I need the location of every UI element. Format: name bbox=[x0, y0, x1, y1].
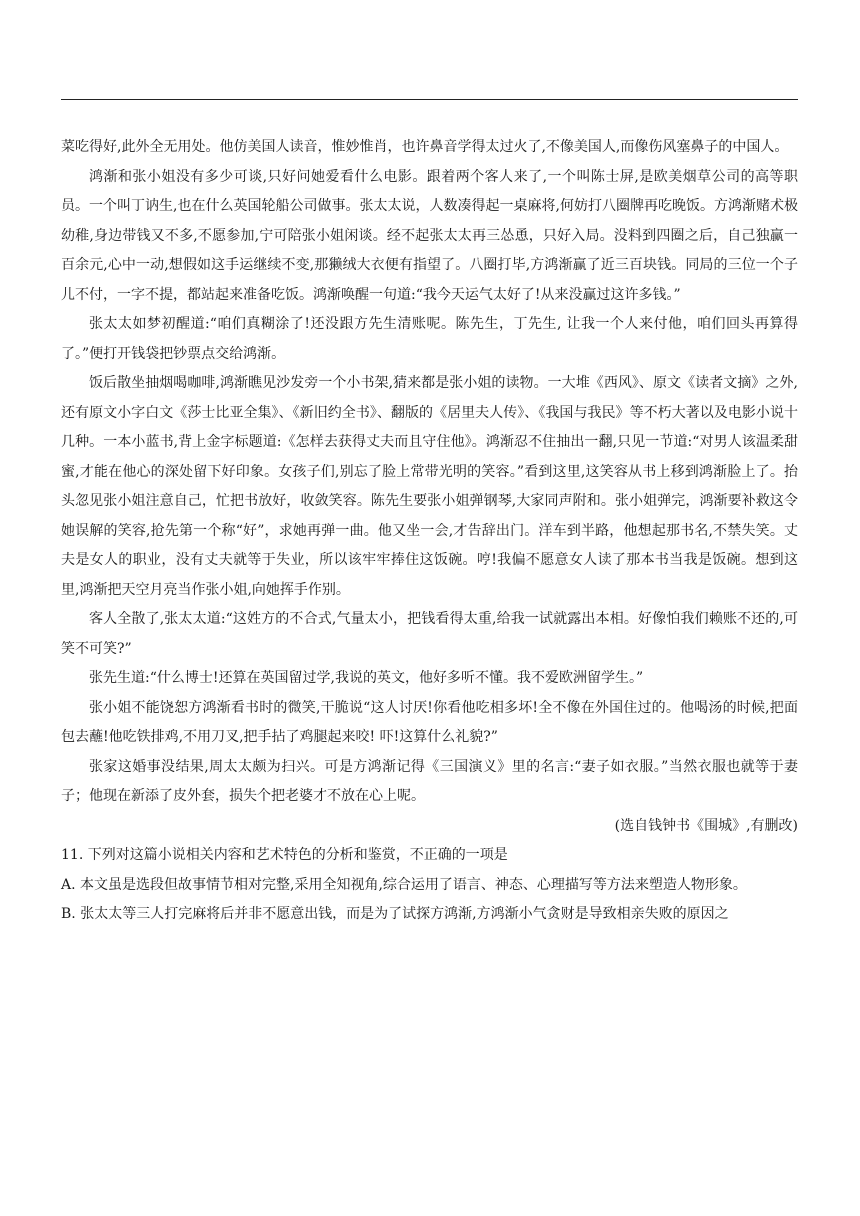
paragraph-1: 菜吃得好,此外全无用处。他仿美国人读音，惟妙惟肖，也许鼻音学得太过火了,不像美国人,而像伤风塞鼻子的中国人。 bbox=[61, 139, 789, 155]
paragraph-7: 张小姐不能饶恕方鸿渐看书时的微笑,干脆说“这人讨厌!你看他吃相多坏!全不像在外国住过的。他喝汤的时候,把面包去蘸!他吃铁排鸡,不用刀叉,把手拈了鸡腿起来咬! 吓!这算什么礼貌?” bbox=[61, 699, 798, 745]
question-option-a: A. 本文虽是选段但故事情节相对完整,采用全知视角,综合运用了语言、神态、心理描写等方法来塑造人物形象。 bbox=[61, 876, 747, 893]
question-stem: 11. 下列对这篇小说相关内容和艺术特色的分析和鉴赏，不正确的一项是 bbox=[61, 847, 508, 863]
article-body bbox=[61, 133, 798, 930]
paragraph-8: 张家这婚事没结果,周太太颇为扫兴。可是方鸿渐记得《三国演义》里的名言:“妻子如衣服。”当然衣服也就等于妻子；他现在新添了皮外套，损失个把老婆才不放在心上呢。 bbox=[61, 758, 798, 804]
question-option-b: B. 张太太等三人打完麻将后并非不愿意出钱，而是为了试探方鸿渐,方鸿渐小气贪财是导致相亲失败的原因之 bbox=[61, 906, 729, 922]
header-rule bbox=[61, 99, 798, 100]
paragraph-5: 客人全散了,张太太道:“这姓方的不合式,气量太小，把钱看得太重,给我一试就露出本相。好像怕我们赖账不还的,可笑不可笑?” bbox=[61, 611, 799, 657]
paragraph-6: 张先生道:“什么博士!还算在英国留过学,我说的英文，他好多听不懂。我不爱欧洲留学生。” bbox=[89, 670, 644, 686]
paragraph-4: 饭后散坐抽烟喝咖啡,鸿渐瞧见沙发旁一个小书架,猜来都是张小姐的读物。一大堆《西风》、原文《读者文摘》之外,还有原文小字白文《莎士比亚全集》、《新旧约全书》、翻版的《居里夫人传》、《我国与我民》等不朽大著以及电影小说十几种。一本小蓝书,背上金字标题道:《怎样去获得丈夫而且守住他》。鸿渐忍不住抽出一翻,只见一节道:“对男人该温柔甜蜜,才能在他心的深处留下好印象。女孩子们,别忘了脸上常带光明的笑容。”看到这里,这笑容从书上移到鸿渐脸上了。抬头忽见张小姐注意自己，忙把书放好，收敛笑容。陈先生要张小姐弹钢琴,大家同声附和。张小姐弹完，鸿渐要补救这令她误解的笑容,抢先第一个称“好”，求她再弹一曲。他又坐一会,才告辞出门。洋车到半路，他想起那书名,不禁失笑。丈夫是女人的职业，没有丈夫就等于失业，所以该牢牢捧住这饭碗。哼!我偏不愿意女人读了那本书当我是饭碗。想到这里,鸿渐把天空月亮当作张小姐,向她挥手作别。 bbox=[61, 375, 798, 598]
paragraph-2: 鸿渐和张小姐没有多少可谈,只好问她爱看什么电影。跟着两个客人来了,一个叫陈士屏,是欧美烟草公司的高等职员。一个叫丁讷生,也在什么英国轮船公司做事。张太太说，人数凑得起一桌麻将,何妨打八圈牌再吃晚饭。方鸿渐赌术极幼稚,身边带钱又不多,不愿参加,宁可陪张小姐闲谈。经不起张太太再三怂恿，只好入局。没料到四圈之后，自己独赢一百余元,心中一动,想假如这手运继续不变,那獭绒大衣便有指望了。八圈打毕,方鸿渐赢了近三百块钱。同局的三位一个子儿不付，一字不提，都站起来准备吃饭。鸿渐唤醒一句道:“我今天运气太好了!从来没赢过这许多钱。” bbox=[61, 168, 798, 303]
source-citation: (选自钱钟书《围城》,有删改) bbox=[614, 817, 798, 834]
paragraph-3: 张太太如梦初醒道:“咱们真糊涂了!还没跟方先生清账呢。陈先生，丁先生, 让我一个人来付他，咱们回头再算得了。”便打开钱袋把钞票点交给鸿渐。 bbox=[61, 316, 798, 362]
